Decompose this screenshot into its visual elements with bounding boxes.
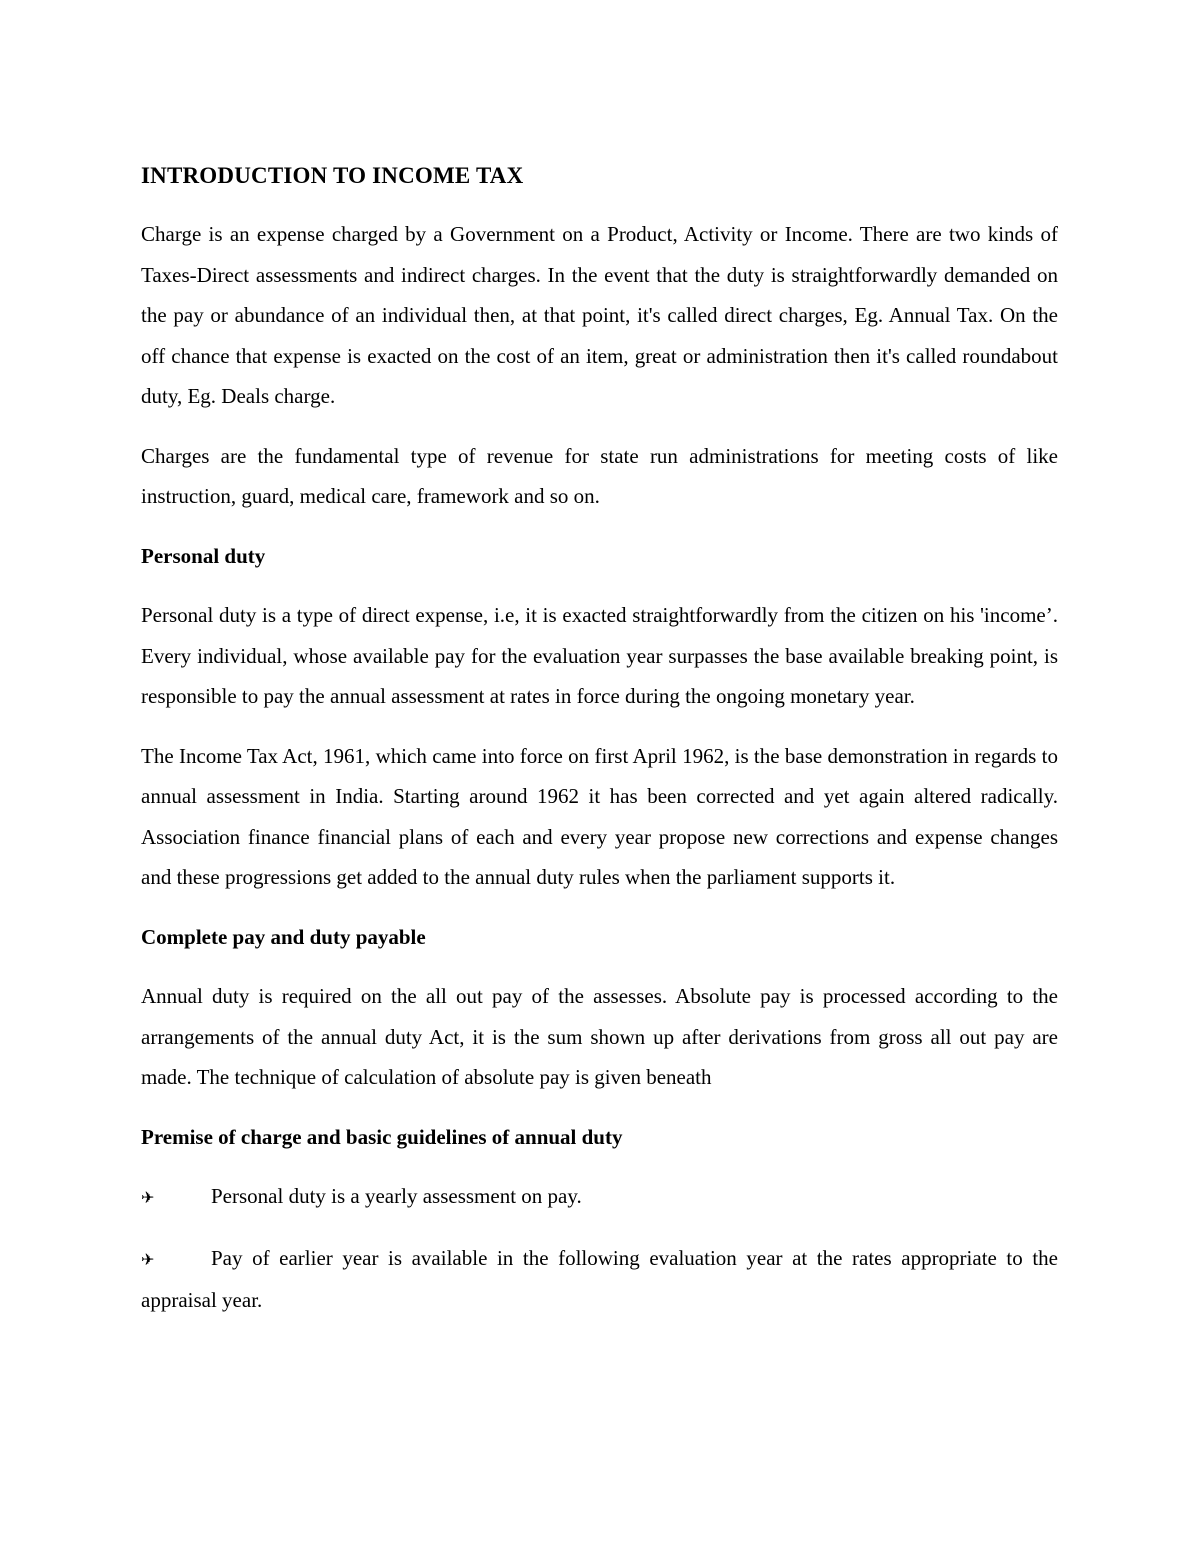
personal-duty-paragraph-2: The Income Tax Act, 1961, which came into force on first April 1962, is the base demonstration in regards to annual assessment in India. Starting around 1962 it has been corrected and yet again altered radically. Association finance financial plans of each and every year propose new corrections and expense changes and these progressions get added to the annual duty rules when the parliament supports it. bbox=[141, 743, 1058, 889]
section-heading-personal-duty: Personal duty bbox=[141, 543, 266, 568]
complete-pay-paragraph: Annual duty is required on the all out pay of the assesses. Absolute pay is processed according to the arrangements of the annual duty Act, it is the sum shown up after derivations from gross all out pay are made. The technique of calculation of absolute pay is given beneath bbox=[141, 984, 1058, 1089]
section-heading-complete-pay: Complete pay and duty payable bbox=[141, 924, 426, 949]
bullet-item-2 bbox=[141, 1238, 1058, 1321]
intro-paragraph-1: Charge is an expense charged by a Government on a Product, Activity or Income. There are two kinds of Taxes-Direct assessments and indirect charges. In the event that the duty is straightforwardly demanded on the pay or abundance of an individual then, at that point, it's called direct charges, Eg. Annual Tax. On the off chance that expense is exacted on the cost of an item, great or administration then it's called roundabout duty, Eg. Deals charge. bbox=[141, 222, 1058, 408]
intro-paragraph-2: Charges are the fundamental type of revenue for state run administrations for meeting costs of like instruction, guard, medical care, framework and so on. bbox=[141, 443, 1058, 508]
document-body bbox=[141, 160, 1058, 1340]
section-heading-premise: Premise of charge and basic guidelines of annual duty bbox=[141, 1124, 623, 1149]
bullet-text: Personal duty is a yearly assessment on pay. bbox=[211, 1184, 582, 1208]
bullet-item-1 bbox=[141, 1176, 1058, 1219]
document-title: INTRODUCTION TO INCOME TAX bbox=[141, 163, 524, 188]
personal-duty-paragraph-1: Personal duty is a type of direct expense, i.e, it is exacted straightforwardly from the citizen on his 'income’. Every individual, whose available pay for the evaluation year surpasses the base available breaking point, is responsible to pay the annual assessment at rates in force during the ongoing monetary year. bbox=[141, 603, 1058, 708]
bullet-icon: ✈ bbox=[141, 1249, 155, 1269]
bullet-icon: ✈ bbox=[141, 1188, 155, 1207]
bullet-text: Pay of earlier year is available in the following evaluation year at the rates appropriate to the appraisal year. bbox=[141, 1245, 1058, 1312]
